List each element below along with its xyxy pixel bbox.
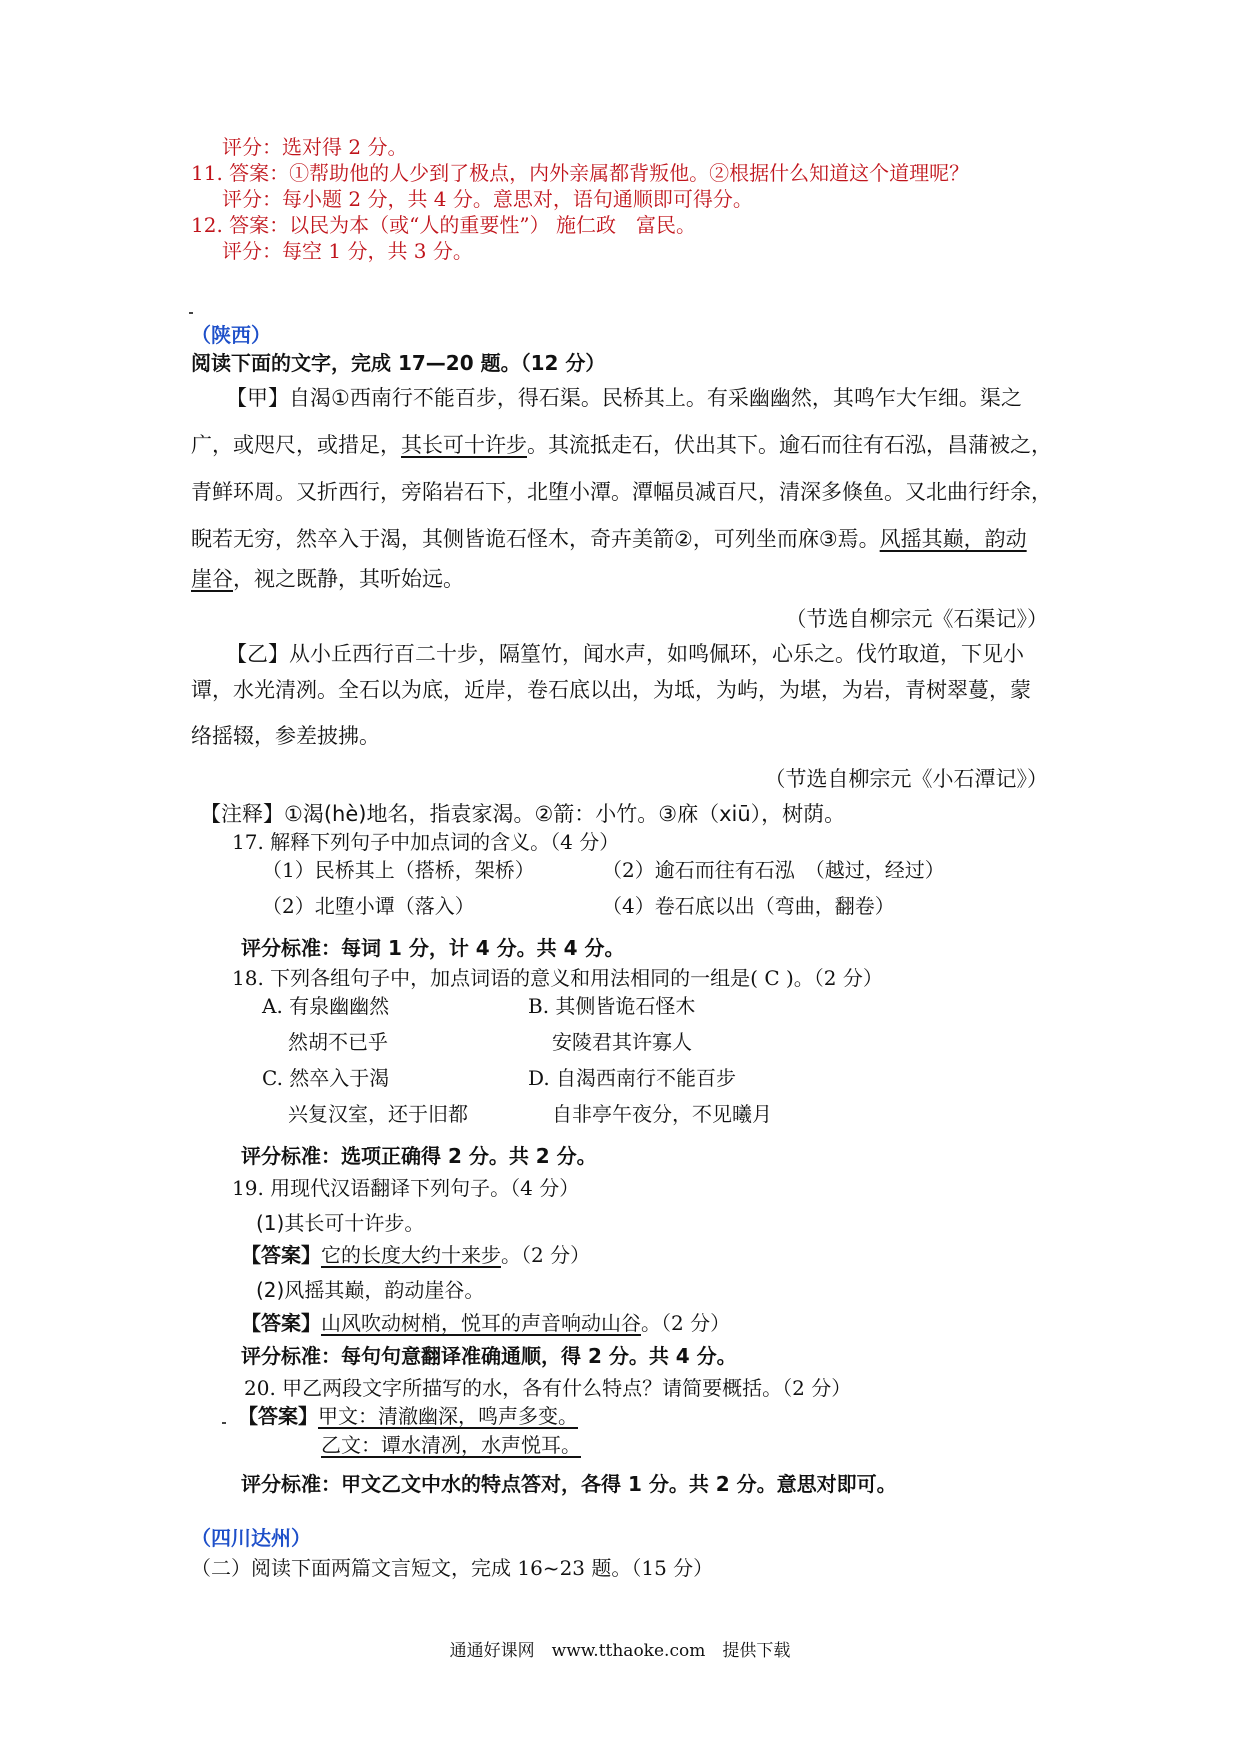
q19-scoring: 评分标准：每句句意翻译准确通顺，得 2 分。共 4 分。 bbox=[241, 1344, 737, 1368]
q18-option-d-line-2: 自非亭午夜分，不见曦月 bbox=[552, 1102, 772, 1126]
passage-jia-line-3: 青鲜环周。又折西行，旁陷岩石下，北堕小潭。潭幅员减百尺，清深多倏鱼。又北曲行纡余， bbox=[191, 480, 1052, 504]
question-17: 17. 解释下列句子中加点词的含义。（4 分） bbox=[232, 830, 620, 854]
q20-answer-1: 【答案】甲文：清澈幽深，鸣声多变。 bbox=[238, 1404, 578, 1428]
underlined-phrase: 其长可十许步 bbox=[401, 433, 527, 457]
question-20: 20. 甲乙两段文字所描写的水，各有什么特点？请简要概括。（2 分） bbox=[244, 1376, 852, 1400]
q18-option-c-line-1: C. 然卒入于渴 bbox=[262, 1066, 390, 1090]
q17-item-4: （4）卷石底以出（弯曲，翻卷） bbox=[602, 894, 895, 918]
underlined-phrase: 崖谷 bbox=[191, 567, 233, 591]
scan-mark bbox=[222, 1422, 226, 1424]
q17-item-2: （2）逾石而往有石泓 （越过，经过） bbox=[602, 858, 945, 882]
answer-line-11: 11. 答案：①帮助他的人少到了极点，内外亲属都背叛他。②根据什么知道这个道理呢？ bbox=[191, 161, 970, 185]
question-19: 19. 用现代汉语翻译下列句子。（4 分） bbox=[232, 1176, 580, 1200]
q17-scoring: 评分标准：每词 1 分，计 4 分。共 4 分。 bbox=[241, 936, 625, 960]
score-line-12: 评分：每空 1 分，共 3 分。 bbox=[222, 239, 473, 263]
passage-yi-line-2: 谭，水光清冽。全石以为底，近岸，卷石底以出，为坻，为屿，为堪，为岩，青树翠蔓，蒙 bbox=[191, 678, 1031, 702]
q17-item-3: （2）北堕小谭（落入） bbox=[262, 894, 475, 918]
q18-option-b-line-2: 安陵君其许寡人 bbox=[552, 1030, 692, 1054]
q19-answer-2: 【答案】山风吹动树梢，悦耳的声音响动山谷。（2 分） bbox=[241, 1311, 731, 1335]
passage-yi-line-3: 络摇辍，参差披拂。 bbox=[191, 724, 380, 748]
sichuan-intro: （二）阅读下面两篇文言短文，完成 16~23 题。（15 分） bbox=[191, 1556, 714, 1580]
passage-yi-source: （节选自柳宗元《小石潭记》） bbox=[764, 767, 1048, 791]
q18-option-b-line-1: B. 其侧皆诡石怪木 bbox=[528, 994, 696, 1018]
q20-scoring: 评分标准：甲文乙文中水的特点答对，各得 1 分。共 2 分。意思对即可。 bbox=[241, 1472, 897, 1496]
region-heading-shaanxi: （陕西） bbox=[191, 323, 271, 347]
q19-sentence-1: (1)其长可十许步。 bbox=[256, 1211, 425, 1235]
passage-jia-line-1: 【甲】自渴①西南行不能百步，得石渠。民桥其上。有采幽幽然，其鸣乍大乍细。渠之 bbox=[226, 386, 1022, 410]
region-heading-sichuan: （四川达州） bbox=[191, 1526, 311, 1550]
passage-jia-line-4: 睨若无穷，然卒入于渴，其侧皆诡石怪木，奇卉美箭②，可列坐而庥③焉。风摇其巅，韵动 bbox=[191, 527, 1027, 551]
passage-yi-line-1: 【乙】从小丘西行百二十步，隔篁竹，闻水声，如鸣佩环，心乐之。伐竹取道，下见小 bbox=[226, 642, 1024, 666]
passage-jia-line-2: 广，或咫尺，或措足，其长可十许步。其流抵走石，伏出其下。逾石而往有石泓，昌蒲被之， bbox=[191, 433, 1052, 457]
page-footer: 通通好课网 www.tthaoke.com 提供下载 bbox=[449, 1641, 791, 1661]
annotation-note: 【注释】①渴(hè)地名，指袁家渴。②箭：小竹。③庥（xiū），树荫。 bbox=[200, 802, 846, 826]
answer-line-12: 12. 答案：以民为本（或“人的重要性”） 施仁政 富民。 bbox=[191, 213, 696, 237]
passage-jia-line-5: 崖谷，视之既静，其听始远。 bbox=[191, 567, 464, 591]
passage-jia-source: （节选自柳宗元《石渠记》） bbox=[785, 607, 1048, 631]
section-intro: 阅读下面的文字，完成 17—20 题。（12 分） bbox=[191, 351, 606, 375]
q20-answer-2: 乙文：谭水清冽，水声悦耳。 bbox=[321, 1433, 581, 1457]
q18-option-c-line-2: 兴复汉室，还于旧都 bbox=[288, 1102, 468, 1126]
q18-scoring: 评分标准：选项正确得 2 分。共 2 分。 bbox=[241, 1144, 597, 1168]
scan-mark bbox=[189, 312, 193, 314]
question-18: 18. 下列各组句子中，加点词语的意义和用法相同的一组是( C )。（2 分） bbox=[232, 966, 883, 990]
score-line-11: 评分：每小题 2 分，共 4 分。意思对，语句通顺即可得分。 bbox=[222, 187, 753, 211]
q18-option-a-line-1: A. 有泉幽幽然 bbox=[262, 994, 390, 1018]
q17-item-1: （1）民桥其上（搭桥，架桥） bbox=[262, 858, 535, 882]
underlined-phrase: 风摇其巅，韵动 bbox=[879, 527, 1027, 551]
q18-option-a-line-2: 然胡不已乎 bbox=[288, 1030, 388, 1054]
score-line-10: 评分：选对得 2 分。 bbox=[222, 135, 408, 159]
q19-sentence-2: (2)风摇其巅，韵动崖谷。 bbox=[256, 1278, 485, 1302]
q18-option-d-line-1: D. 自渴西南行不能百步 bbox=[528, 1066, 737, 1090]
q19-answer-1: 【答案】它的长度大约十来步。（2 分） bbox=[241, 1243, 591, 1267]
